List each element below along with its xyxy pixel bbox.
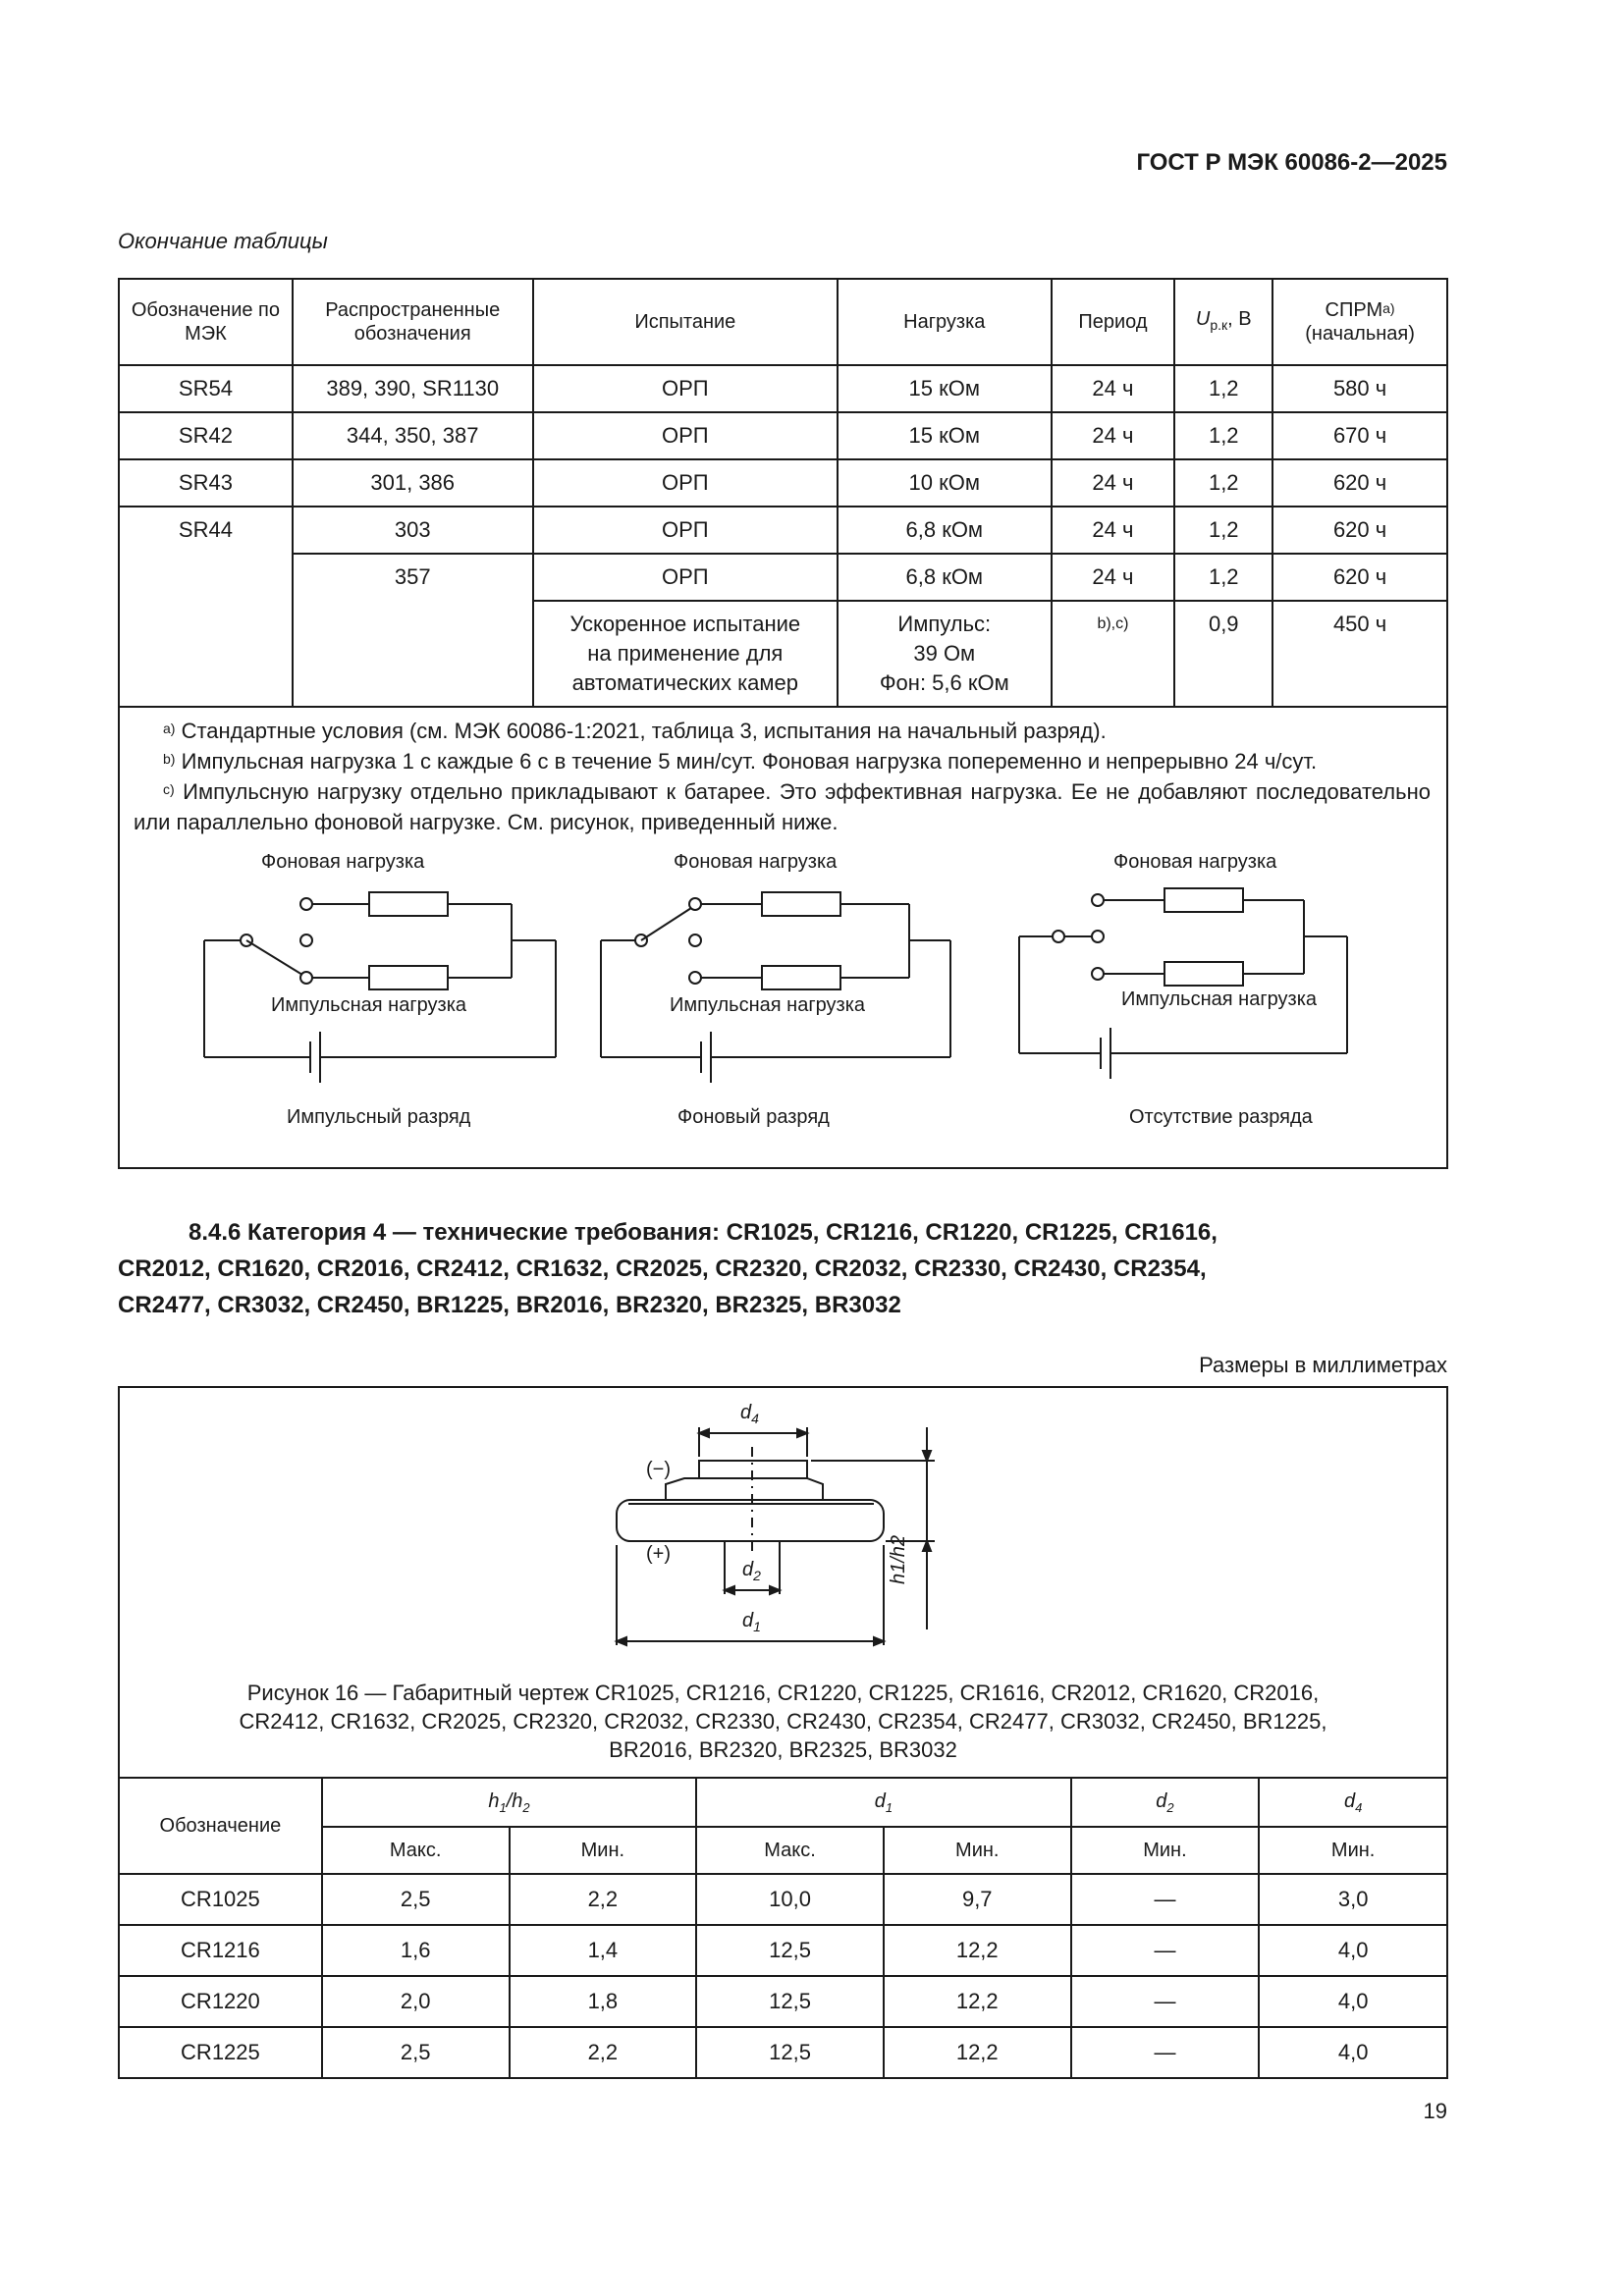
cell-voltage: 1,2: [1174, 554, 1272, 601]
document-id: ГОСТ Р МЭК 60086-2—2025: [1136, 149, 1447, 176]
cell-period: 24 ч: [1052, 554, 1175, 601]
cell-h-max: 2,0: [322, 1976, 510, 2027]
header-d2-min: Мин.: [1071, 1827, 1260, 1874]
cell-d2-min: —: [1071, 2027, 1260, 2078]
header-d1-max: Макс.: [696, 1827, 884, 1874]
header-d1-min: Мин.: [884, 1827, 1071, 1874]
header-d1: $d_1$: [696, 1778, 1070, 1827]
cell-period: 24 ч: [1052, 507, 1175, 554]
cell-name: CR1220: [119, 1976, 322, 2027]
circuit-impulse-discharge: [204, 892, 556, 1083]
table-row: [119, 1874, 1447, 1925]
header-d4-min: Мин.: [1259, 1827, 1447, 1874]
cell-d1-max: 12,5: [696, 2027, 884, 2078]
coin-cell-drawing: [120, 1388, 1446, 1682]
cell-d4-min: 4,0: [1259, 1925, 1447, 1976]
table-row: [119, 1925, 1447, 1976]
circuit3-mid-label: Импульсная нагрузка: [1121, 988, 1318, 1010]
table-row: [119, 1976, 1447, 2027]
header-h: $h_1/h_2$: [322, 1778, 696, 1827]
dimensions-note: Размеры в миллиметрах: [1199, 1353, 1447, 1377]
cell-d4-min: 4,0: [1259, 1976, 1447, 2027]
cell-common: 389, 390, SR1130: [293, 365, 533, 412]
circuit-no-discharge: [1019, 888, 1347, 1079]
cell-period: 24 ч: [1052, 365, 1175, 412]
cell-h-max: 1,6: [322, 1925, 510, 1976]
footnote-b: $^{b)}$ Импульсная нагрузка 1 с каждые 6 с в течение 5 мин/сут. Фоновая нагрузка попеременно и непрерывно 24 ч/сут.: [163, 749, 1318, 774]
cell-h-min: 2,2: [510, 1874, 697, 1925]
cell-iec: SR42: [119, 412, 293, 459]
circuit1-bottom-label: Импульсный разряд: [287, 1106, 471, 1128]
table-row: [119, 2027, 1447, 2078]
table-notes: [119, 707, 1447, 1168]
cell-d1-min: 12,2: [884, 2027, 1071, 2078]
cell-accel-spdm: 450 ч: [1272, 601, 1447, 707]
cell-spdm: 580 ч: [1272, 365, 1447, 412]
cell-test: ОРП: [533, 412, 838, 459]
header-common: Распространенные обозначения: [293, 279, 533, 365]
header-d4: $d_4$: [1259, 1778, 1447, 1827]
circuit1-mid-label: Импульсная нагрузка: [271, 994, 467, 1016]
circuit3-bottom-label: Отсутствие разряда: [1129, 1106, 1313, 1128]
header-iec: Обозначение по МЭК: [119, 279, 293, 365]
cell-name: CR1216: [119, 1925, 322, 1976]
header-d2: $d_2$: [1071, 1778, 1260, 1827]
cell-load: 6,8 кОм: [838, 554, 1052, 601]
cell-spdm: 620 ч: [1272, 459, 1447, 507]
circuit2-top-label: Фоновая нагрузка: [674, 851, 838, 873]
circuit-diagrams: [134, 843, 1431, 1157]
cell-h-max: 2,5: [322, 1874, 510, 1925]
table-row: [119, 507, 1447, 554]
cell-test: ОРП: [533, 459, 838, 507]
header-h-max: Макс.: [322, 1827, 510, 1874]
header-spdm: СПРМ$^{a)}$ (начальная): [1272, 279, 1447, 365]
table-continuation-caption: Окончание таблицы: [118, 229, 328, 253]
table-row: [119, 412, 1447, 459]
cell-iec: SR44: [119, 507, 293, 707]
circuit2-mid-label: Импульсная нагрузка: [670, 994, 866, 1016]
cell-accel-period: b),c): [1052, 601, 1175, 707]
cell-common: 303: [293, 507, 533, 554]
cell-load: 15 кОм: [838, 365, 1052, 412]
positive-terminal-label: (+): [646, 1543, 671, 1565]
circuit1-top-label: Фоновая нагрузка: [261, 851, 425, 873]
cell-d1-max: 12,5: [696, 1925, 884, 1976]
circuit3-top-label: Фоновая нагрузка: [1113, 851, 1277, 873]
cell-d1-max: 12,5: [696, 1976, 884, 2027]
cell-voltage: 1,2: [1174, 507, 1272, 554]
negative-terminal-label: (−): [646, 1459, 671, 1480]
cell-load: 15 кОм: [838, 412, 1052, 459]
dimensions-table: [118, 1777, 1448, 2079]
cell-voltage: 1,2: [1174, 365, 1272, 412]
header-h-min: Мин.: [510, 1827, 697, 1874]
cell-accel-test: Ускоренное испытание на применение для автоматических камер: [533, 601, 838, 707]
section-heading-8-4-6: 8.4.6 Категория 4 — технические требования: CR1025, CR1216, CR1220, CR1225, CR1616, CR2012, CR1620, CR2016, CR2412, CR1632, CR2025, CR2320, CR2032, CR2330, CR2430, CR2354, CR2477, CR3032, CR2450, BR1225, BR2016, BR2320, BR2325, BR3032: [118, 1219, 1218, 1318]
cell-common: 344, 350, 387: [293, 412, 533, 459]
cell-voltage: 1,2: [1174, 459, 1272, 507]
cell-accel-voltage: 0,9: [1174, 601, 1272, 707]
cell-iec: SR43: [119, 459, 293, 507]
footnote-c: $^{c)}$ Импульсную нагрузку отдельно прикладывают к батарее. Это эффективная нагрузка. Ее не добавляют последовательно или параллельно фоновой нагрузке. См. рисунок, приведенный ниже.: [134, 779, 1431, 834]
cell-name: CR1025: [119, 1874, 322, 1925]
dim-h-label: h1/h2: [888, 1534, 909, 1584]
cell-period: 24 ч: [1052, 459, 1175, 507]
cell-spdm: 620 ч: [1272, 507, 1447, 554]
cell-d2-min: —: [1071, 1976, 1260, 2027]
dim-d1-label: $d_1$: [742, 1610, 761, 1634]
cell-accel-load: Импульс: 39 Ом Фон: 5,6 кОм: [838, 601, 1052, 707]
cell-d1-min: 9,7: [884, 1874, 1071, 1925]
cell-common: 301, 386: [293, 459, 533, 507]
cell-d1-max: 10,0: [696, 1874, 884, 1925]
cell-test: ОРП: [533, 554, 838, 601]
header-test: Испытание: [533, 279, 838, 365]
test-conditions-table: [118, 278, 1448, 1169]
dim-d2-label: $d_2$: [742, 1559, 761, 1583]
cell-load: 10 кОм: [838, 459, 1052, 507]
header-voltage: $U_{р.к}$, В: [1174, 279, 1272, 365]
cell-test: ОРП: [533, 507, 838, 554]
dim-d4-label: $d_4$: [740, 1402, 759, 1426]
cell-load: 6,8 кОм: [838, 507, 1052, 554]
circuit-background-discharge: [601, 892, 950, 1083]
cell-h-min: 2,2: [510, 2027, 697, 2078]
cell-period: 24 ч: [1052, 412, 1175, 459]
cell-spdm: 620 ч: [1272, 554, 1447, 601]
cell-d2-min: —: [1071, 1874, 1260, 1925]
cell-d1-min: 12,2: [884, 1976, 1071, 2027]
cell-h-min: 1,8: [510, 1976, 697, 2027]
cell-d4-min: 3,0: [1259, 1874, 1447, 1925]
cell-h-max: 2,5: [322, 2027, 510, 2078]
cell-d2-min: —: [1071, 1925, 1260, 1976]
table-row: [119, 365, 1447, 412]
table-row: [119, 554, 1447, 601]
figure-16-caption: Рисунок 16 — Габаритный чертеж CR1025, CR1216, CR1220, CR1225, CR1616, CR2012, CR1620, CR2016, CR2412, CR1632, CR2025, CR2320, CR2032, CR2330, CR2430, CR2354, CR2477, CR3032, CR2450, BR1225, BR2016, BR2320, BR2325, BR3032: [239, 1681, 1327, 1762]
header-period: Период: [1052, 279, 1175, 365]
cell-voltage: 1,2: [1174, 412, 1272, 459]
page-number: 19: [1423, 2099, 1447, 2123]
cell-name: CR1225: [119, 2027, 322, 2078]
header-designation: Обозначение: [119, 1778, 322, 1874]
cell-iec: SR54: [119, 365, 293, 412]
cell-spdm: 670 ч: [1272, 412, 1447, 459]
cell-d1-min: 12,2: [884, 1925, 1071, 1976]
table-row: [119, 459, 1447, 507]
cell-common: 357: [293, 554, 533, 707]
cell-d4-min: 4,0: [1259, 2027, 1447, 2078]
cell-h-min: 1,4: [510, 1925, 697, 1976]
cell-test: ОРП: [533, 365, 838, 412]
header-load: Нагрузка: [838, 279, 1052, 365]
circuit2-bottom-label: Фоновый разряд: [677, 1106, 830, 1128]
footnote-a: $^{a)}$ Стандартные условия (см. МЭК 60086-1:2021, таблица 3, испытания на начальный разряд).: [163, 719, 1107, 743]
